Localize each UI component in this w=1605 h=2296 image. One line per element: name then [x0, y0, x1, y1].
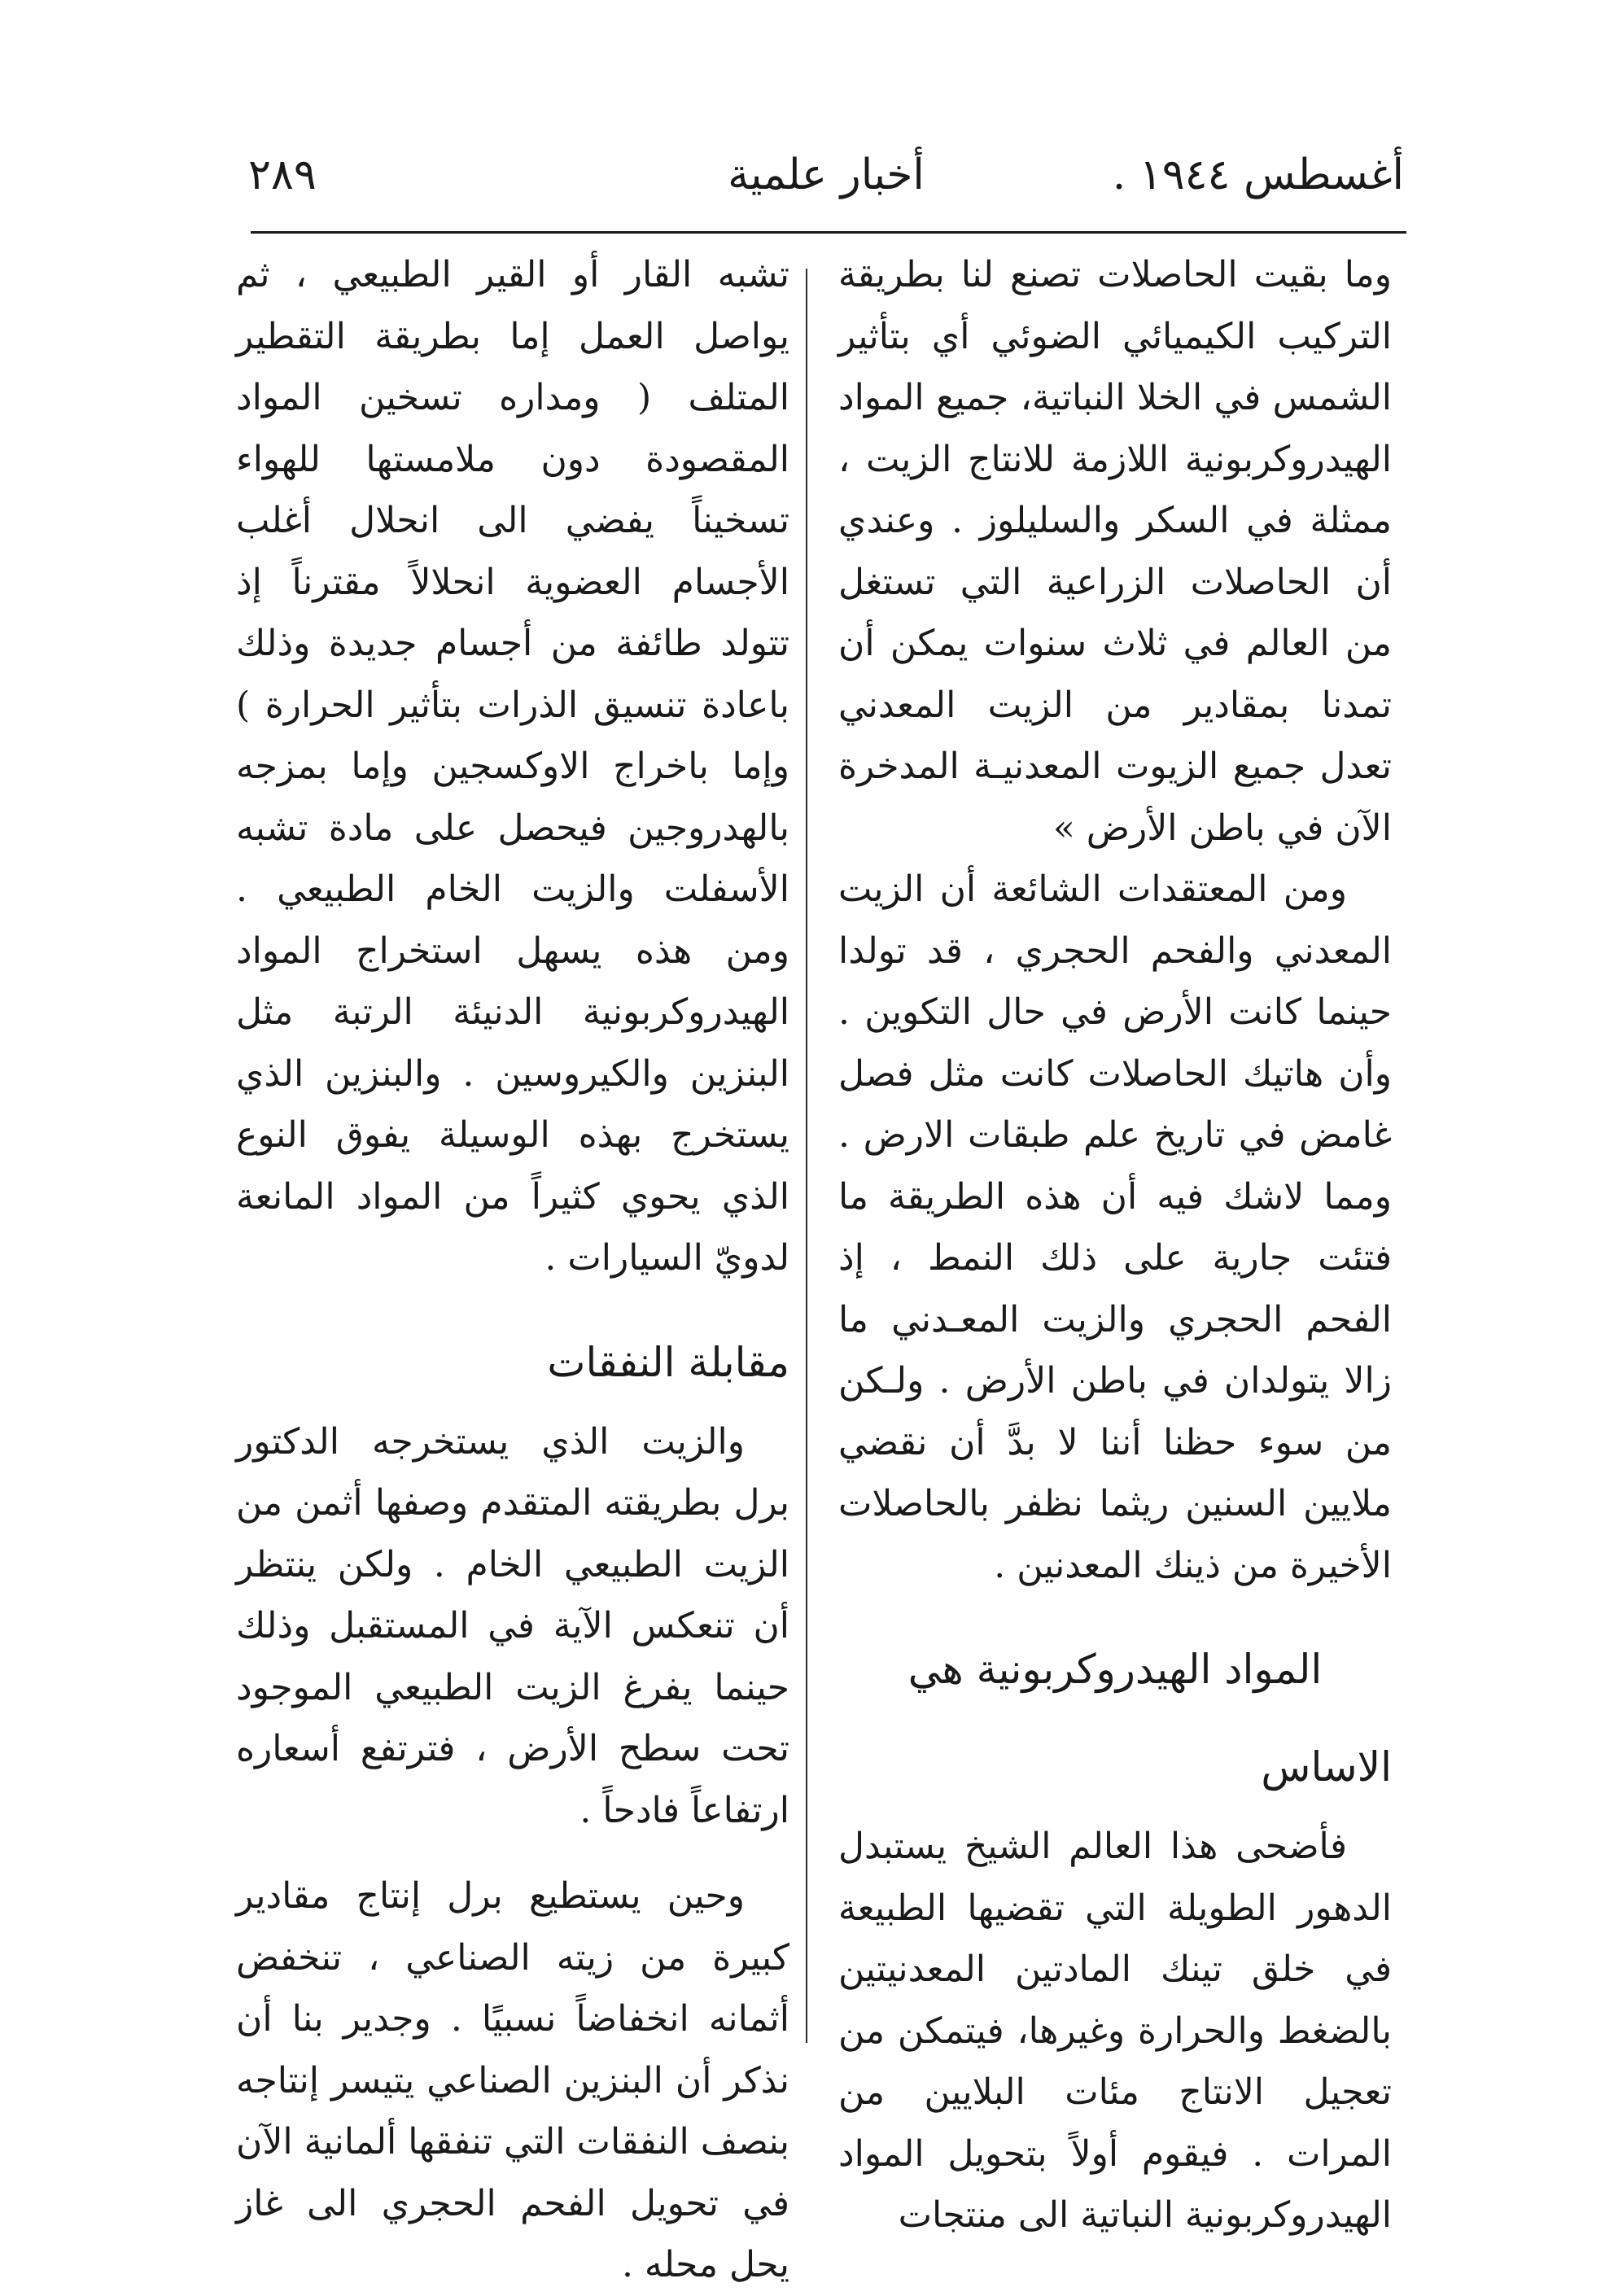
right-column — [838, 244, 1392, 2246]
column-divider — [806, 269, 807, 2043]
right-paragraph-2: ومن المعتقدات الشائعة أن الزيت المعدني والفحم الحجري ، قد تولدا حينما كانت الأرض في حال التكوين . وأن هاتيك الحاصلات كانت مثل فصل غامض في تاريخ علم طبقات الارض . ومما لاشك فيه أن هذه الطريقة ما فتئت جارية على ذلك النمط ، إذ الفحم الحجري والزيت المعـدني ما زالا يتولدان في باطن الأرض . ولـكن من سوء حظنا أننا لا بدَّ أن نقضي ملايين السنين ريثما نظفر بالحاصلات الأخيرة من ذينك المعدنين . — [838, 868, 1392, 1586]
right-section-heading: المواد الهيدروكربونية هي الاساس — [907, 1646, 1392, 1791]
spacer — [838, 1596, 1392, 1620]
left-column — [236, 244, 789, 2296]
header-date: أغسطس ١٩٤٤ . — [1112, 151, 1404, 199]
left-paragraph-1: تشبه القار أو القير الطبيعي ، ثم يواصل العمل إما بطريقة التقطير المتلف ( ومداره تسخين المواد المقصودة دون ملامستها للهواء تسخيناً يفضي الى انحلال أغلب الأجسام العضوية انحلالاً مقترناً إذ تتولد طائفة من أجسام جديدة وذلك باعادة تنسيق الذرات بتأثير الحرارة ) وإما باخراج الاوكسجين وإما بمزجه بالهدروجين فيحصل على مادة تشبه الأسفلت والزيت الخام الطبيعي . ومن هذه يسهل استخراج المواد الهيدروكربونية الدنيئة الرتبة مثل البنزين والكيروسين . والبنزين الذي يستخرج بهذه الوسيلة يفوق النوع الذي يحوي كثيراً من المواد المانعة لدويّ السيارات . — [236, 254, 789, 1279]
spacer — [236, 1841, 789, 1865]
spacer — [236, 1289, 789, 1314]
page-number: ٢٨٩ — [248, 151, 317, 199]
header-title: أخبار علمية — [728, 151, 925, 199]
header-rule — [251, 231, 1406, 234]
right-paragraph-3: فأضحى هذا العالم الشيخ يستبدل الدهور الطويلة التي تقضيها الطبيعة في خلق تينك المادتين المعدنيتين بالضغط والحرارة وغيرها، فيتمكن من تعجيل الانتاج مئات البلايين من المرات . فيقوم أولاً بتحويل المواد الهيدروكربونية النباتية الى منتجات — [838, 1826, 1392, 2236]
left-paragraph-3: وحين يستطيع برل إنتاج مقادير كبيرة من زيته الصناعي ، تنخفض أثمانه انخفاضاً نسبيًا . وجدير بنا أن نذكر أن البنزين الصناعي يتيسر إنتاجه بنصف النفقات التي تنفقها ألمانية الآن في تحويل الفحم الحجري الى غاز يحل محله . — [236, 1875, 789, 2285]
left-section-heading: مقابلة النفقات — [547, 1338, 789, 1386]
right-paragraph-1: وما بقيت الحاصلات تصنع لنا بطريقة التركيب الكيميائي الضوئي أي بتأثير الشمس في الخلا النباتية، جميع المواد الهيدروكربونية اللازمة للانتاج الزيت ، ممثلة في السكر والسليلوز . وعندي أن الحاصلات الزراعية التي تستغل من العالم في ثلاث سنوات يمكن أن تمدنا بمقادير من الزيت المعدني تعدل جميع الزيوت المعدنيـة المدخرة الآن في باطن الأرض » — [838, 254, 1392, 849]
page-header — [248, 142, 1404, 208]
left-paragraph-2: والزيت الذي يستخرجه الدكتور برل بطريقته المتقدم وصفها أثمن من الزيت الطبيعي الخام . ولكن ينتظر أن تنعكس الآية في المستقبل وذلك حينما يفرغ الزيت الطبيعي الموجود تحت سطح الأرض ، فترتفع أسعاره ارتفاعاً فادحاً . — [236, 1420, 789, 1831]
